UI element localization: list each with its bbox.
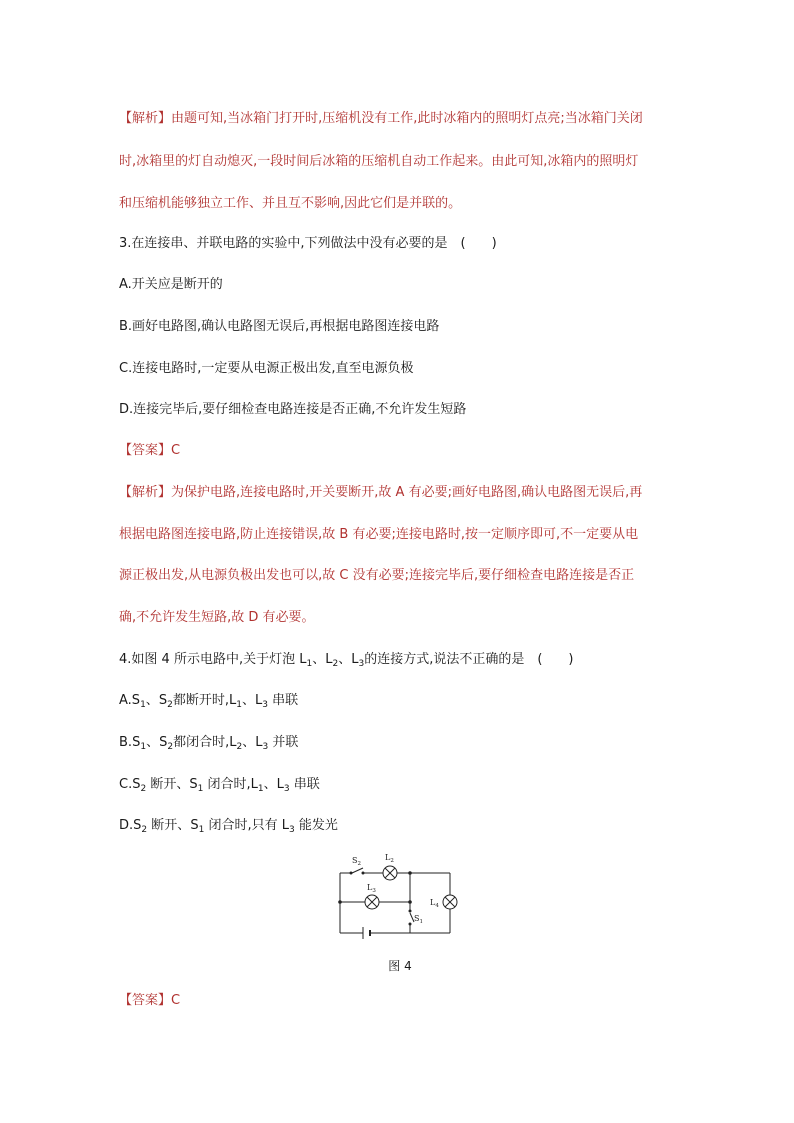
switch-s2-contact-a (350, 872, 353, 875)
lamp-l4 (443, 895, 457, 909)
q3-option-b: B.画好电路图,确认电路图无误后,再根据电路图连接电路 (119, 319, 440, 334)
circuit-diagram (330, 848, 465, 943)
switch-s2-contact-b (362, 872, 365, 875)
analysis-1-line-2: 时,冰箱里的灯自动熄灭,一段时间后冰箱的压缩机自动工作起来。由此可知,冰箱内的照明灯 (119, 154, 639, 169)
q3-analysis-line-3: 源正极出发,从电源负极出发也可以,故 C 没有必要;连接完毕后,要仔细检查电路连接是否正 (119, 568, 635, 583)
q3-analysis-line-4: 确,不允许发生短路,故 D 有必要。 (119, 610, 315, 625)
q3-option-d: D.连接完毕后,要仔细检查电路连接是否正确,不允许发生短路 (119, 402, 467, 417)
junction-mid (408, 900, 412, 904)
q3-stem: 3.在连接串、并联电路的实验中,下列做法中没有必要的是 ( ) (119, 236, 497, 251)
switch-s1-contact-a (409, 910, 412, 913)
label-s1: $S_1$ (414, 914, 423, 925)
label-s2: $S_2$ (352, 856, 361, 867)
label-l2: $L_2$ (385, 853, 394, 864)
q3-option-a: A.开关应是断开的 (119, 277, 223, 292)
switch-s2-blade (352, 868, 363, 873)
analysis-1-line-3: 和压缩机能够独立工作、并且互不影响,因此它们是并联的。 (119, 196, 462, 211)
q3-answer (119, 442, 679, 460)
lamp-l3 (365, 895, 379, 909)
q3-analysis-line-1: 【解析】为保护电路,连接电路时,开关要断开,故 A 有必要;画好电路图,确认电路图无误后,再 (119, 485, 643, 500)
switch-s1-contact-b (409, 923, 412, 926)
answer-tag: 【答案】 (119, 993, 172, 1008)
label-l4: $L_4$ (430, 898, 439, 909)
q4-option-b: $B.S_1$、$S_2$都闭合时$,L_2$、$L_3$ 并联 (119, 735, 299, 752)
analysis-1-line-1: 【解析】由题可知,当冰箱门打开时,压缩机没有工作,此时冰箱内的照明灯点亮;当冰箱门关闭 (119, 111, 643, 126)
q3-analysis-line-2: 根据电路图连接电路,防止连接错误,故 B 有必要;连接电路时,按一定顺序即可,不一定要从电 (119, 527, 639, 542)
figure-caption: 图 4 (388, 959, 412, 973)
q4-stem: 4.如图 4 所示电路中,关于灯泡 $L_1$、$L_2$、$L_3$的连接方式,说法不正确的是 ( ) (119, 652, 574, 669)
answer-tag: 【答案】 (119, 443, 172, 458)
label-l3: $L_3$ (367, 883, 376, 894)
analysis-tag: 【解析】 (119, 111, 172, 126)
q4-answer (119, 992, 679, 1010)
q4-option-c: $C.S_2$ 断开、$S_1$ 闭合时$,L_1$、$L_3$ 串联 (119, 777, 320, 794)
junction-top (408, 871, 412, 875)
junction-left (338, 900, 342, 904)
answer-value: C (171, 443, 181, 458)
answer-value: C (171, 993, 181, 1008)
q4-option-d: $D.S_2$ 断开、$S_1$ 闭合时,只有 $L_3$ 能发光 (119, 818, 338, 835)
analysis-tag: 【解析】 (119, 485, 172, 500)
q3-option-c: C.连接电路时,一定要从电源正极出发,直至电源负极 (119, 361, 414, 376)
q4-option-a: $A.S_1$、$S_2$都断开时$,L_1$、$L_3$ 串联 (119, 693, 299, 710)
lamp-l2 (383, 866, 397, 880)
